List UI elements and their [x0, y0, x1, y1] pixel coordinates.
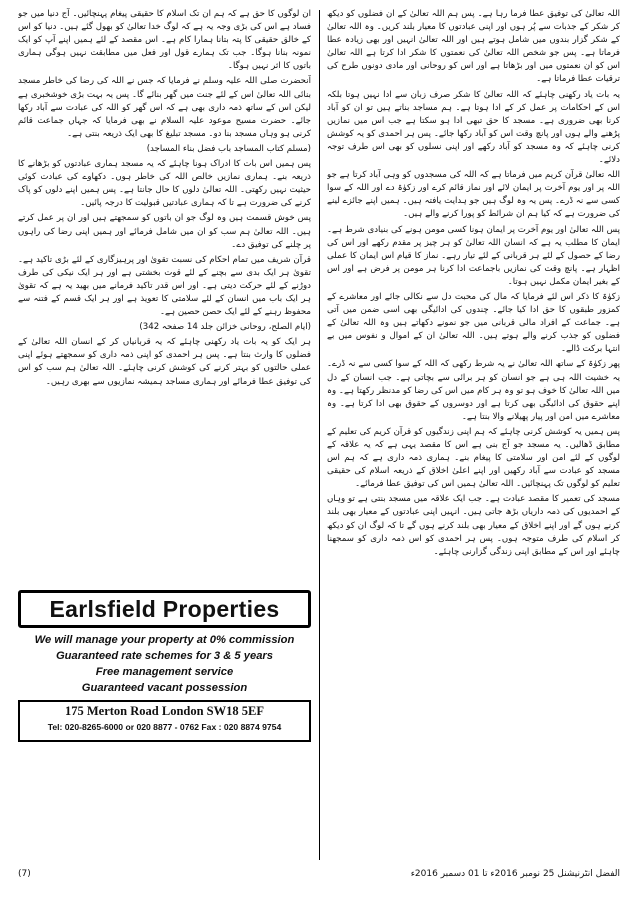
- quotation: قرآن شریف میں تمام احکام کی نسبت تقویٰ اور پرہیزگاری کے لئے بڑی تاکید ہے۔ تقویٰ ہر ایک بدی سے بچنے کے لئے قوت بخشتی ہے اور ہر ایک نیکی کی طرف دوڑنے کے لئے حرکت دیتی ہے۔ اور اس قدر تاکید فرمانے میں بھید یہ ہے کہ تقویٰ ہر ایک باب میں انسان کے لئے سلامتی کا تعویذ ہے اور ہر ایک قسم کے فتنہ سے محفوظ رہنے کے لئے ایک حصن حصین ہے۔: [18, 254, 311, 318]
- advert-taglines: [18, 632, 311, 696]
- paragraph: پس ہمیں یہ کوشش کرنی چاہئے کہ ہم اپنی زندگیوں کو قرآن کریم کی تعلیم کے مطابق ڈھالیں۔ یہ مسجد جو آج بنی ہے اس کا مقصد یہی ہے کہ یہ علاقہ کے لوگوں کے لئے امن اور سلامتی کا پیغام بنے۔ ہماری ذمہ داری ہے کہ ہم اس مسجد کو عبادت سے آباد رکھیں اور اپنے اعلیٰ اخلاق کے ذریعہ اسلام کی حقیقی تعلیم کو لوگوں تک پہنچائیں۔ اللہ تعالیٰ ہمیں اس کی توفیق عطا فرمائے۔: [327, 426, 620, 490]
- paragraph: پس ہمیں اس بات کا ادراک ہونا چاہئے کہ یہ مسجد ہماری عبادتوں کو بڑھانے کا ذریعہ بنے۔ ہماری نمازیں خالص اللہ کی خاطر ہوں۔ دکھاوے کی عبادت کوئی حیثیت نہیں رکھتی۔ اللہ تعالیٰ دلوں کا حال جانتا ہے۔ پس ہمیں اپنے دلوں کو پاک کرنے کی ضرورت ہے تا کہ ہماری عبادتیں قبولیت کا درجہ پائیں۔: [18, 159, 311, 209]
- paragraph: زکوٰۃ کا ذکر اس لئے فرمایا کہ مال کی محبت دل سے نکالی جائے اور معاشرے کے کمزور طبقوں کا حق ادا کیا جائے۔ چندوں کی ادائیگی بھی اسی ضمن میں آتی ہے۔ جماعت کے افراد مالی قربانی میں جو نمونے دکھاتے ہیں وہ اللہ تعالیٰ کے فضلوں کو جذب کرنے والے ہوتے ہیں۔ اللہ تعالیٰ ان کے اموال و نفوس میں بے انتہا برکت ڈالے۔: [327, 291, 620, 355]
- reference: (ایام الصلح، روحانی خزائن جلد 14 صفحہ 342): [139, 322, 311, 333]
- newspaper-page: [18, 8, 620, 888]
- paragraph: یہ بات یاد رکھنی چاہئے کہ اللہ تعالیٰ کا شکر صرف زبان سے ادا نہیں ہوتا بلکہ اس کے احکامات پر عمل کر کے ادا ہوتا ہے۔ ہم مساجد بناتے ہیں تو ان کو آباد کرنا بھی ضروری ہے۔ مسجد کا حق تبھی ادا ہو سکتا ہے جب اس میں نمازیں پڑھنے والے ہوں اور پانچ وقت اس کو آباد رکھا جائے۔ پس ہر احمدی کو یہ کوشش کرنی چاہئے کہ وہ مسجد کو آباد رکھے اور اپنی نسلوں کو بھی اس طرف توجہ دلائے۔: [327, 89, 620, 166]
- paragraph: ہر ایک کو یہ بات یاد رکھنی چاہئے کہ یہ قربانیاں کر کے انسان اللہ تعالیٰ کے فضلوں کا وارث بنتا ہے۔ پس ہر احمدی کو اپنی ذمہ داری کو سمجھتے ہوئے اپنی عملی حالتوں کو بہتر کرنے کی کوشش کرنی چاہئے۔ اللہ تعالیٰ ہم سب کو اس کی توفیق عطا فرمائے اور ہماری مساجد ہمیشہ نمازیوں سے بھری رہیں۔: [18, 337, 311, 387]
- advert-tagline: We will manage your property at 0% commission: [34, 634, 295, 646]
- advert-contact-box: [18, 700, 311, 742]
- article-columns: [18, 8, 620, 863]
- column-divider: [319, 10, 320, 860]
- advert-title: Earlsfield Properties: [18, 590, 311, 628]
- advert-address: 175 Merton Road London SW18 5EF: [65, 704, 264, 718]
- page-number: (7): [18, 869, 31, 879]
- article-column-right: [327, 8, 620, 863]
- advert-tagline: Guaranteed vacant possession: [81, 682, 248, 694]
- article-column-left: [18, 8, 311, 863]
- paragraph: اللہ تعالیٰ کی توفیق عطا فرما رہا ہے۔ پس ہم اللہ تعالیٰ کے ان فضلوں کو دیکھ کر شکر کے جذبات سے پُر ہوں اور اپنی عبادتوں کا معیار بلند کریں۔ وہ اللہ تعالیٰ کے شکر گزار بندوں میں شامل ہوتے ہیں اور اللہ تعالیٰ انہیں اور بھی زیادہ عطا فرماتا ہے۔ پس جو شخص اللہ تعالیٰ کی نعمتوں کا شکر ادا کرتا ہے اللہ تعالیٰ اس کو ان نعمتوں میں اور بڑھاتا ہے اور اس کو روحانی اور مادی دونوں طرح کی ترقیات عطا فرماتا ہے۔: [327, 9, 620, 85]
- advert-tagline: Free management service: [95, 666, 234, 678]
- paragraph: آنحضرت صلی اللہ علیہ وسلم نے فرمایا کہ جس نے اللہ کی رضا کی خاطر مسجد بنائی اللہ تعالیٰ اس کے لئے جنت میں گھر بنائے گا۔ پس یہ بہت بڑی خوشخبری ہے لیکن اس کے ساتھ ذمہ داری بھی ہے کہ اس گھر کو اللہ کی عبادت سے آباد رکھا جائے۔ حضرت مسیح موعود علیہ السلام نے بھی فرمایا کہ جہاں جماعت قائم کرنی ہو وہاں مسجد بنا دو۔ مسجد تبلیغ کا بھی ایک ذریعہ بنتی ہے۔: [18, 76, 311, 139]
- page-footer: [18, 866, 620, 882]
- paragraph: پس اللہ تعالیٰ اور یوم آخرت پر ایمان ہونا کسی مومن ہونے کی بنیادی شرط ہے۔ ایمان کا مطلب یہ ہے کہ انسان اللہ تعالیٰ کو ہر چیز پر مقدم رکھے اور اس کی رضا کے حصول کے لئے ہر قربانی کے لئے تیار رہے۔ نماز کا قیام اس ایمان کا عملی اظہار ہے۔ پانچ وقت کی نمازیں باجماعت ادا کرنا ہر مومن پر فرض ہے اور اس کے بغیر ایمان مکمل نہیں ہوتا۔: [327, 224, 620, 287]
- advert-tagline: Guaranteed rate schemes for 3 & 5 years: [55, 650, 274, 662]
- paragraph: پھر زکوٰۃ کے ساتھ اللہ تعالیٰ نے یہ شرط رکھی کہ اللہ کے سوا کسی سے نہ ڈرے۔ یہ خشیت اللہ ہی ہے جو انسان کو ہر برائی سے بچاتی ہے۔ جب انسان کے دل میں اللہ تعالیٰ کا خوف ہو تو وہ ہر کام میں اس کی رضا کو مدنظر رکھتا ہے۔ وہ اپنے حقوق کی ادائیگی بھی کرتا ہے اور دوسروں کے حقوق بھی ادا کرتا ہے۔ وہ معاشرے میں امن اور پیار پھیلانے والا بنتا ہے۔: [327, 359, 620, 422]
- paragraph: مسجد کی تعمیر کا مقصد عبادت ہے۔ جب ایک علاقہ میں مسجد بنتی ہے تو وہاں کے احمدیوں کی ذمہ داریاں بڑھ جاتی ہیں۔ انہیں اپنی عبادتوں کے معیار بھی بلند کرنے ہوں گے اور اپنے اخلاق کے معیار بھی بلند کرنے ہوں گے تا کہ لوگ ان کو دیکھ کر اسلام کی طرف متوجہ ہوں۔ پس ہر احمدی کو اس ذمہ داری کو سمجھنا چاہئے اور اس کے مطابق اپنی زندگی گزارنی چاہئے۔: [327, 494, 620, 557]
- issue-date: الفضل انٹرنیشنل 25 نومبر 2016ء تا 01 دسمبر 2016ء: [410, 869, 620, 879]
- property-advert: [18, 590, 311, 858]
- left-text-block: [18, 8, 311, 583]
- paragraph: پس خوش قسمت ہیں وہ لوگ جو ان باتوں کو سمجھتے ہیں اور ان پر عمل کرتے ہیں۔ اللہ تعالیٰ ہم سب کو ان میں شامل فرمائے اور ہمیں اپنی رضا کی راہوں پر چلنے کی توفیق دے۔: [18, 213, 311, 250]
- paragraph: ان لوگوں کا حق ہے کہ ہم ان تک اسلام کا حقیقی پیغام پہنچائیں۔ آج دنیا میں جو فساد ہے اس کی بڑی وجہ یہ ہے کہ لوگ خدا تعالیٰ کو بھول گئے ہیں۔ دنیا کو اس کے خالق حقیقی کا پتہ بتانا ہمارا کام ہے۔ اس مقصد کے لئے ہمیں اپنے آپ کو ایک نمونہ بنانا ہوگا۔ جب تک ہمارے قول اور فعل میں مطابقت نہیں ہوگی ہماری باتوں کا اثر نہیں ہوگا۔: [18, 9, 311, 72]
- reference: (مسلم کتاب المساجد باب فضل بناء المساجد): [146, 143, 311, 154]
- advert-phone: Tel: 020-8265-6000 or 020 8877 - 0762 Fax : 020 8874 9754: [47, 722, 282, 732]
- paragraph: اللہ تعالیٰ قرآن کریم میں فرماتا ہے کہ اللہ کی مسجدوں کو وہی آباد کرتا ہے جو اللہ پر اور یوم آخرت پر ایمان لائے اور نماز قائم کرے اور زکوٰۃ دے اور اللہ کے سوا کسی سے نہ ڈرے۔ پس یہ وہ لوگ ہیں جو ہدایت یافتہ ہیں۔ ہمیں اپنے جائزے لینے کی ضرورت ہے کہ کیا ہم ان شرائط کو پورا کرنے والے ہیں۔: [327, 170, 620, 220]
